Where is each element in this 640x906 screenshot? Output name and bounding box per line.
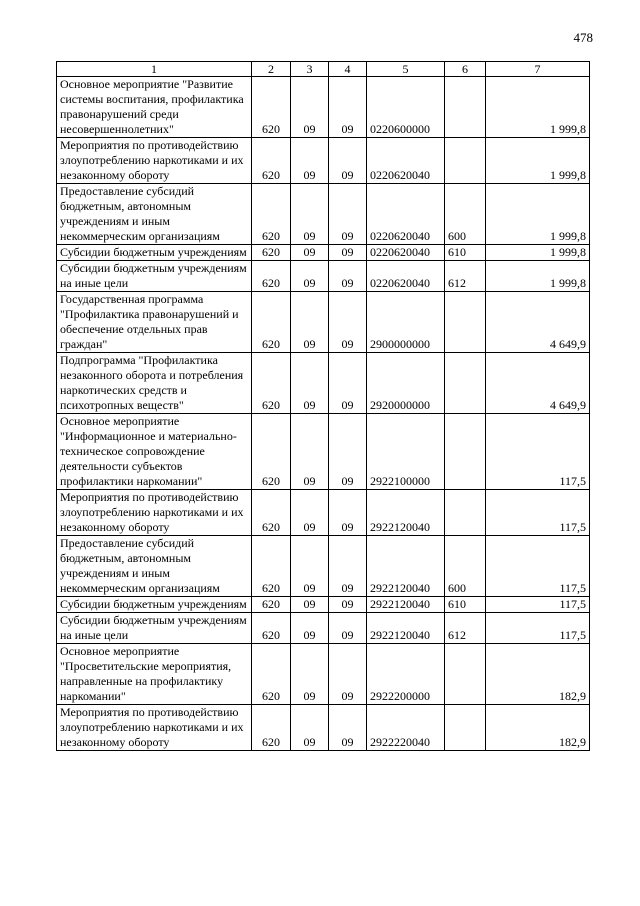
table-row — [57, 184, 590, 245]
row-name-cell: Предоставление субсидий бюджетным, автономным учреждениям и иным некоммерческим организациям — [57, 184, 252, 245]
table-row — [57, 536, 590, 597]
row-col5-cell: 0220620040 — [367, 184, 445, 245]
row-col7-cell: 1 999,8 — [486, 138, 590, 184]
row-col2-cell: 620 — [252, 184, 291, 245]
row-col2-cell: 620 — [252, 414, 291, 490]
row-col2-cell: 620 — [252, 138, 291, 184]
row-name-cell: Субсидии бюджетным учреждениям — [57, 597, 252, 613]
row-col7-cell: 182,9 — [486, 644, 590, 705]
row-col2-cell: 620 — [252, 597, 291, 613]
row-col3-cell: 09 — [291, 138, 329, 184]
row-name-cell: Подпрограмма "Профилактика незаконного оборота и потребления наркотических средств и психотропных веществ" — [57, 353, 252, 414]
row-col2-cell: 620 — [252, 705, 291, 751]
row-col7-cell: 1 999,8 — [486, 77, 590, 138]
row-col7-cell: 1 999,8 — [486, 261, 590, 292]
row-col2-cell: 620 — [252, 77, 291, 138]
row-col6-cell: 612 — [445, 261, 486, 292]
row-col3-cell: 09 — [291, 353, 329, 414]
table-row — [57, 353, 590, 414]
row-col5-cell: 2922100000 — [367, 414, 445, 490]
header-row — [57, 62, 590, 77]
row-name-cell: Субсидии бюджетным учреждениям на иные цели — [57, 261, 252, 292]
row-col3-cell: 09 — [291, 261, 329, 292]
table-row — [57, 77, 590, 138]
row-name-cell: Субсидии бюджетным учреждениям — [57, 245, 252, 261]
row-col5-cell: 0220600000 — [367, 77, 445, 138]
row-col3-cell: 09 — [291, 705, 329, 751]
row-col4-cell: 09 — [329, 414, 367, 490]
table-row — [57, 261, 590, 292]
row-name-cell: Мероприятия по противодействию злоупотреблению наркотиками и их незаконному обороту — [57, 490, 252, 536]
row-col6-cell — [445, 292, 486, 353]
row-col5-cell: 2922200000 — [367, 644, 445, 705]
row-col6-cell — [445, 138, 486, 184]
row-col7-cell: 4 649,9 — [486, 353, 590, 414]
row-col7-cell: 1 999,8 — [486, 184, 590, 245]
row-col7-cell: 117,5 — [486, 597, 590, 613]
table-row — [57, 644, 590, 705]
row-col2-cell: 620 — [252, 292, 291, 353]
row-col5-cell: 2922120040 — [367, 490, 445, 536]
row-name-cell: Основное мероприятие "Информационное и материально-техническое сопровождение деятельности субъектов профилактики наркомании" — [57, 414, 252, 490]
row-name-cell: Мероприятия по противодействию злоупотреблению наркотиками и их незаконному обороту — [57, 138, 252, 184]
header-col-2: 2 — [252, 62, 291, 77]
row-col5-cell: 2922120040 — [367, 597, 445, 613]
table-row — [57, 490, 590, 536]
table-row — [57, 414, 590, 490]
row-col4-cell: 09 — [329, 597, 367, 613]
row-col2-cell: 620 — [252, 490, 291, 536]
row-col7-cell: 117,5 — [486, 613, 590, 644]
row-col3-cell: 09 — [291, 644, 329, 705]
table-body — [57, 77, 590, 751]
row-col4-cell: 09 — [329, 138, 367, 184]
row-col6-cell — [445, 414, 486, 490]
row-col4-cell: 09 — [329, 536, 367, 597]
row-name-cell: Основное мероприятие "Развитие системы воспитания, профилактика правонарушений среди несовершеннолетних" — [57, 77, 252, 138]
table-row — [57, 138, 590, 184]
row-col4-cell: 09 — [329, 292, 367, 353]
row-col5-cell: 2922220040 — [367, 705, 445, 751]
row-col6-cell: 612 — [445, 613, 486, 644]
row-col4-cell: 09 — [329, 77, 367, 138]
row-col5-cell: 2922120040 — [367, 613, 445, 644]
row-col5-cell: 0220620040 — [367, 245, 445, 261]
row-col7-cell: 117,5 — [486, 490, 590, 536]
row-col2-cell: 620 — [252, 613, 291, 644]
row-col6-cell: 600 — [445, 536, 486, 597]
row-col4-cell: 09 — [329, 261, 367, 292]
header-col-7: 7 — [486, 62, 590, 77]
row-col4-cell: 09 — [329, 353, 367, 414]
table-row — [57, 613, 590, 644]
row-name-cell: Субсидии бюджетным учреждениям на иные цели — [57, 613, 252, 644]
header-col-6: 6 — [445, 62, 486, 77]
table-row — [57, 597, 590, 613]
row-col7-cell: 117,5 — [486, 414, 590, 490]
row-name-cell: Предоставление субсидий бюджетным, автономным учреждениям и иным некоммерческим организациям — [57, 536, 252, 597]
row-col5-cell: 0220620040 — [367, 261, 445, 292]
row-col3-cell: 09 — [291, 613, 329, 644]
row-col7-cell: 117,5 — [486, 536, 590, 597]
row-col5-cell: 0220620040 — [367, 138, 445, 184]
row-col3-cell: 09 — [291, 184, 329, 245]
row-col4-cell: 09 — [329, 245, 367, 261]
page-number: 478 — [573, 30, 593, 45]
row-col6-cell: 610 — [445, 597, 486, 613]
row-col7-cell: 1 999,8 — [486, 245, 590, 261]
row-col6-cell — [445, 490, 486, 536]
row-col6-cell — [445, 644, 486, 705]
row-col6-cell — [445, 705, 486, 751]
table-row — [57, 705, 590, 751]
row-col7-cell: 4 649,9 — [486, 292, 590, 353]
row-name-cell: Основное мероприятие "Просветительские мероприятия, направленные на профилактику наркомании" — [57, 644, 252, 705]
row-col2-cell: 620 — [252, 261, 291, 292]
header-col-1: 1 — [57, 62, 252, 77]
row-col3-cell: 09 — [291, 490, 329, 536]
row-col4-cell: 09 — [329, 705, 367, 751]
row-col3-cell: 09 — [291, 414, 329, 490]
row-col3-cell: 09 — [291, 292, 329, 353]
row-col2-cell: 620 — [252, 353, 291, 414]
row-col6-cell: 610 — [445, 245, 486, 261]
header-col-4: 4 — [329, 62, 367, 77]
row-col5-cell: 2900000000 — [367, 292, 445, 353]
row-name-cell: Мероприятия по противодействию злоупотреблению наркотиками и их незаконному обороту — [57, 705, 252, 751]
row-col5-cell: 2920000000 — [367, 353, 445, 414]
budget-table — [56, 61, 590, 751]
row-col2-cell: 620 — [252, 245, 291, 261]
row-col3-cell: 09 — [291, 536, 329, 597]
row-col7-cell: 182,9 — [486, 705, 590, 751]
header-col-3: 3 — [291, 62, 329, 77]
row-col2-cell: 620 — [252, 644, 291, 705]
row-col6-cell — [445, 353, 486, 414]
row-col4-cell: 09 — [329, 184, 367, 245]
table-row — [57, 245, 590, 261]
row-col4-cell: 09 — [329, 490, 367, 536]
row-col6-cell — [445, 77, 486, 138]
row-col5-cell: 2922120040 — [367, 536, 445, 597]
row-col3-cell: 09 — [291, 597, 329, 613]
row-col3-cell: 09 — [291, 245, 329, 261]
header-col-5: 5 — [367, 62, 445, 77]
row-col4-cell: 09 — [329, 644, 367, 705]
table-row — [57, 292, 590, 353]
table-header — [57, 62, 590, 77]
row-col6-cell: 600 — [445, 184, 486, 245]
row-name-cell: Государственная программа "Профилактика правонарушений и обеспечение отдельных прав граждан" — [57, 292, 252, 353]
row-col3-cell: 09 — [291, 77, 329, 138]
row-col2-cell: 620 — [252, 536, 291, 597]
row-col4-cell: 09 — [329, 613, 367, 644]
